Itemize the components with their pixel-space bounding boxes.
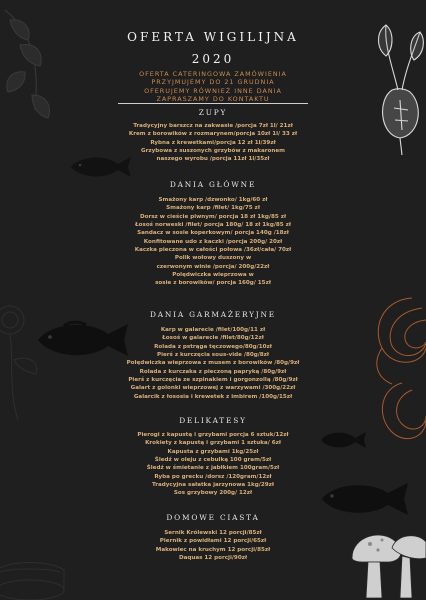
menu-item: Łosoś norweski /filet/ porcja 180g/ 18 zł 1kg/85 zł	[135, 222, 291, 229]
menu-year: 2020	[191, 52, 235, 66]
menu-item: Rolada z kurczaka z pieczoną papryką /80g/9zł	[139, 368, 287, 375]
menu-item: Ryba po grecku /dorsz /120gram/12zł	[154, 473, 272, 480]
section-title-homemade-cakes: DOMOWE CIASTA	[166, 513, 260, 522]
menu-item: Sandacz w sosie koperkowym/ porcja 140g /18zł	[137, 230, 289, 237]
menu-item: Smażony karp /filet/ 1kg/75 zł	[166, 205, 260, 212]
menu-item: Pierogi z kapustą i grzybami porcja 6 sztuk/12zł	[137, 432, 289, 438]
menu-item: Polędwiczka wieprzowa z musem z borowików /80g/9zł	[126, 360, 300, 367]
menu-item: Śledź w śmietanie z jabłkiem 100gram/5zł	[146, 465, 280, 472]
section-title-soups: ZUPY	[198, 108, 228, 117]
section-title-delicatessen: DELIKATESY	[179, 416, 247, 425]
menu-item: Konfitowane udo z kaczki /porcja 200g/ 20zł	[143, 238, 283, 245]
menu-item: Sernik Królewski 12 porcji/85zł	[164, 530, 262, 536]
menu-item: Pierś z kurczęcia sous-vide /80g/8zł	[156, 352, 270, 359]
intro-text	[0, 70, 426, 104]
section-homemade-cakes-items	[0, 529, 426, 562]
menu-item: Rybna z krewetkami/porcja 12 zł 1l/39zł	[150, 139, 276, 146]
section-deli-dishes-items	[0, 326, 426, 401]
intro-line: PRZYJMUJEMY DO 21 GRUDNIA	[151, 78, 275, 87]
menu-item: Sos grzybowy 200g/ 12zł	[173, 490, 253, 497]
menu-item: Krem z borowików z rozmarynem/porcja 10zł 1l/ 33 zł	[128, 131, 298, 138]
menu-item: czerwonym winie /porcja/ 200g/22zł	[156, 263, 270, 270]
menu-item: Karp w galarecie /filet/100g/11 zł	[160, 327, 266, 333]
menu-item: Śledź w oleju z cebulką 100 gram/5zł	[154, 457, 272, 464]
menu-item: Daquas 12 porcji/90zł	[178, 555, 248, 562]
section-main-dishes-items	[0, 196, 426, 288]
section-title-main-dishes: DANIA GŁÓWNE	[169, 180, 257, 189]
menu-item: Łosoś w galarecie /filet/80g/12zł	[162, 335, 264, 342]
section-soups-items	[0, 122, 426, 164]
menu-item: Piernik z powidłami 12 porcji/65zł	[159, 538, 267, 545]
menu-item: Polędwiczka wieprzowa w	[172, 272, 254, 279]
menu-item: Rolada z pstrąga tęczowego/80g/10zł	[154, 343, 272, 350]
intro-divider	[118, 103, 308, 104]
menu-item: Galart z golonki wieprzowej z warzywami /300g/22zł	[130, 385, 296, 392]
section-title-deli-dishes: DANIA GARMAŻERYJNE	[149, 310, 277, 319]
intro-line: ZAPRASZAMY DO KONTAKTU	[156, 95, 270, 104]
menu-item: Kapusta z grzybami 1kg/25zł	[167, 448, 259, 455]
menu-item: Dorsz w cieście piwnym/ porcja 18 zł 1kg/85 zł	[139, 213, 287, 220]
menu-item: Smażony karp /dzwonko/ 1kg/60 zł	[158, 197, 268, 203]
menu-item: Makowiec na kruchym 12 porcji/85zł	[155, 546, 271, 553]
menu-item: Polik wołowy duszony w	[174, 255, 252, 262]
menu-item: naszego wyrobu /porcja 11zł 1l/35zł	[156, 156, 270, 163]
menu-item: Krokiety z kapustą i grzybami 1 sztuka/ 6zł	[145, 440, 281, 447]
menu-item: Kaczka pieczona w całości połowa /36zł/cała/ 70zł	[134, 247, 292, 254]
menu-item: sosie z borowików/ porcja 160g/ 15zł	[155, 280, 271, 287]
intro-line: OFERUJEMY RÓWNIEŻ INNE DANIA	[144, 86, 282, 95]
menu-item: Tradycyjny barszcz na zakwasie /porcja 7zł 1l/ 21zł	[133, 123, 293, 129]
menu-title: OFERTA WIGILIJNA	[127, 30, 299, 44]
menu-item: Galarcik z łososia i krewetek z imbirem /100g/15zł	[133, 393, 293, 400]
menu-item: Grzybowa z suszonych grzybów z makaronem	[141, 148, 285, 155]
section-delicatessen-items	[0, 431, 426, 498]
menu-item: Pierś z kurczęcia ze szpinakiem i gorgonzollą /80g/9zł	[128, 377, 298, 384]
menu-item: Tradycyjna sałatka jarzynowa 1kg/29zł	[152, 482, 274, 489]
intro-line: OFERTA CATERINGOWA ZAMÓWIENIA	[139, 70, 287, 78]
